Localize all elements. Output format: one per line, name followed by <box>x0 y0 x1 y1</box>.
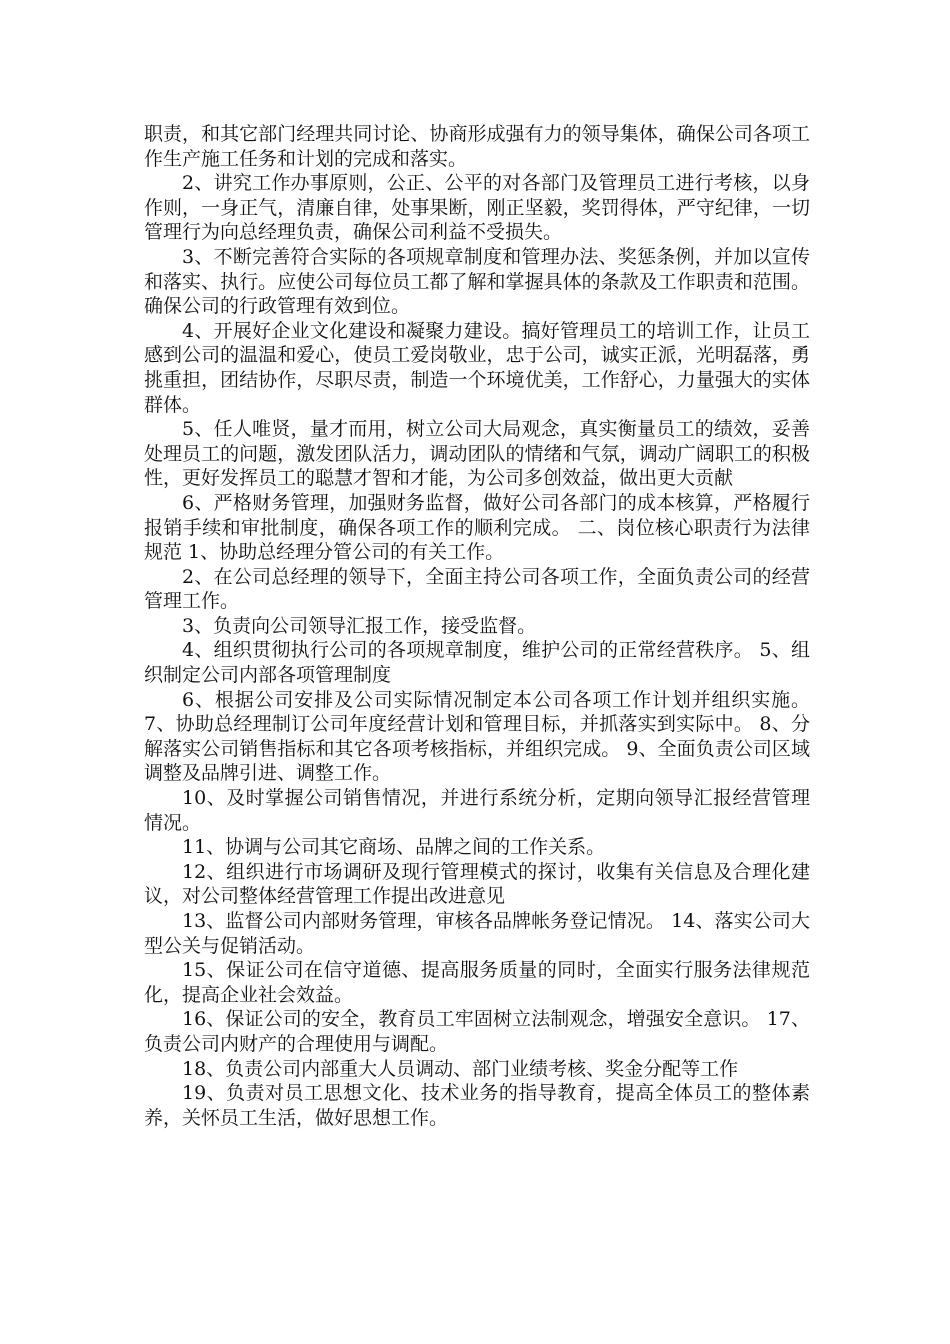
paragraph-15: 16、保证公司的安全，教育员工牢固树立法制观念，增强安全意识。 17、负责公司内财产的合理使用与调配。 <box>144 1008 810 1055</box>
paragraph-13: 13、监督公司内部财务管理，审核各品牌帐务登记情况。 14、落实公司大型公关与促销活动。 <box>144 910 810 957</box>
paragraph-14: 15、保证公司在信守道德、提高服务质量的同时，全面实行服务法律规范化，提高企业社会效益。 <box>144 959 810 1006</box>
paragraph-10: 10、及时掌握公司销售情况，并进行系统分析，定期向领导汇报经营管理情况。 <box>144 787 810 834</box>
paragraph-2: 3、不断完善符合实际的各项规章制度和管理办法、奖惩条例，并加以宣传和落实、执行。应使公司每位员工都了解和掌握具体的条款及工作职责和范围。确保公司的行政管理有效到位。 <box>144 245 810 318</box>
paragraph-17: 19、负责对员工思想文化、技术业务的指导教育，提高全体员工的整体素养，关怀员工生活，做好思想工作。 <box>144 1082 810 1129</box>
paragraph-8: 4、组织贯彻执行公司的各项规章制度，维护公司的正常经营秩序。 5、组织制定公司内部各项管理制度 <box>144 639 810 687</box>
paragraph-12: 12、组织进行市场调研及现行管理模式的探讨，收集有关信息及合理化建议，对公司整体经营管理工作提出改进意见 <box>144 860 810 908</box>
paragraph-6: 2、在公司总经理的领导下，全面主持公司各项工作，全面负责公司的经营管理工作。 <box>144 565 810 613</box>
paragraph-16: 18、负责公司内部重大人员调动、部门业绩考核、奖金分配等工作 <box>182 1057 739 1080</box>
paragraph-5: 6、严格财务管理，加强财务监督，做好公司各部门的成本核算，严格履行报销手续和审批制度，确保各项工作的顺利完成。 二、岗位核心职责行为法律规范 1、协助总经理分管公司的有关工作。 <box>144 491 810 564</box>
paragraph-1: 2、讲究工作办事原则，公正、公平的对各部门及管理员工进行考核，以身作则，一身正气，清廉自律，处事果断，刚正坚毅，奖罚得体，严守纪律，一切管理行为向总经理负责，确保公司利益不受损失。 <box>144 172 810 244</box>
paragraph-3: 4、开展好企业文化建设和凝聚力建设。搞好管理员工的培训工作，让员工感到公司的温温和爱心，使员工爱岗敬业，忠于公司，诚实正派，光明磊落，勇挑重担，团结协作，尽职尽责，制造一个环境优美，工作舒心，力量强大的实体群体。 <box>144 319 810 416</box>
paragraph-9: 6、根据公司安排及公司实际情况制定本公司各项工作计划并组织实施。 7、协助总经理制订公司年度经营计划和管理目标，并抓落实到实际中。 8、分解落实公司销售指标和其它各项考核指标，并组织完成。 9、全面负责公司区域调整及品牌引进、调整工作。 <box>144 688 810 785</box>
document-body <box>144 122 810 1130</box>
paragraph-0: 职责，和其它部门经理共同讨论、协商形成强有力的领导集体，确保公司各项工作生产施工任务和计划的完成和落实。 <box>144 123 810 170</box>
paragraph-11: 11、协调与公司其它商场、品牌之间的工作关系。 <box>182 836 606 859</box>
paragraph-4: 5、任人唯贤，量才而用，树立公司大局观念，真实衡量员工的绩效，妥善处理员工的问题，激发团队活力，调动团队的情绪和气氛，调动广阔职工的积极性，更好发挥员工的聪慧才智和才能，为公司多创效益，做出更大贡献 <box>144 418 810 490</box>
paragraph-7: 3、负责向公司领导汇报工作，接受监督。 <box>182 614 537 637</box>
